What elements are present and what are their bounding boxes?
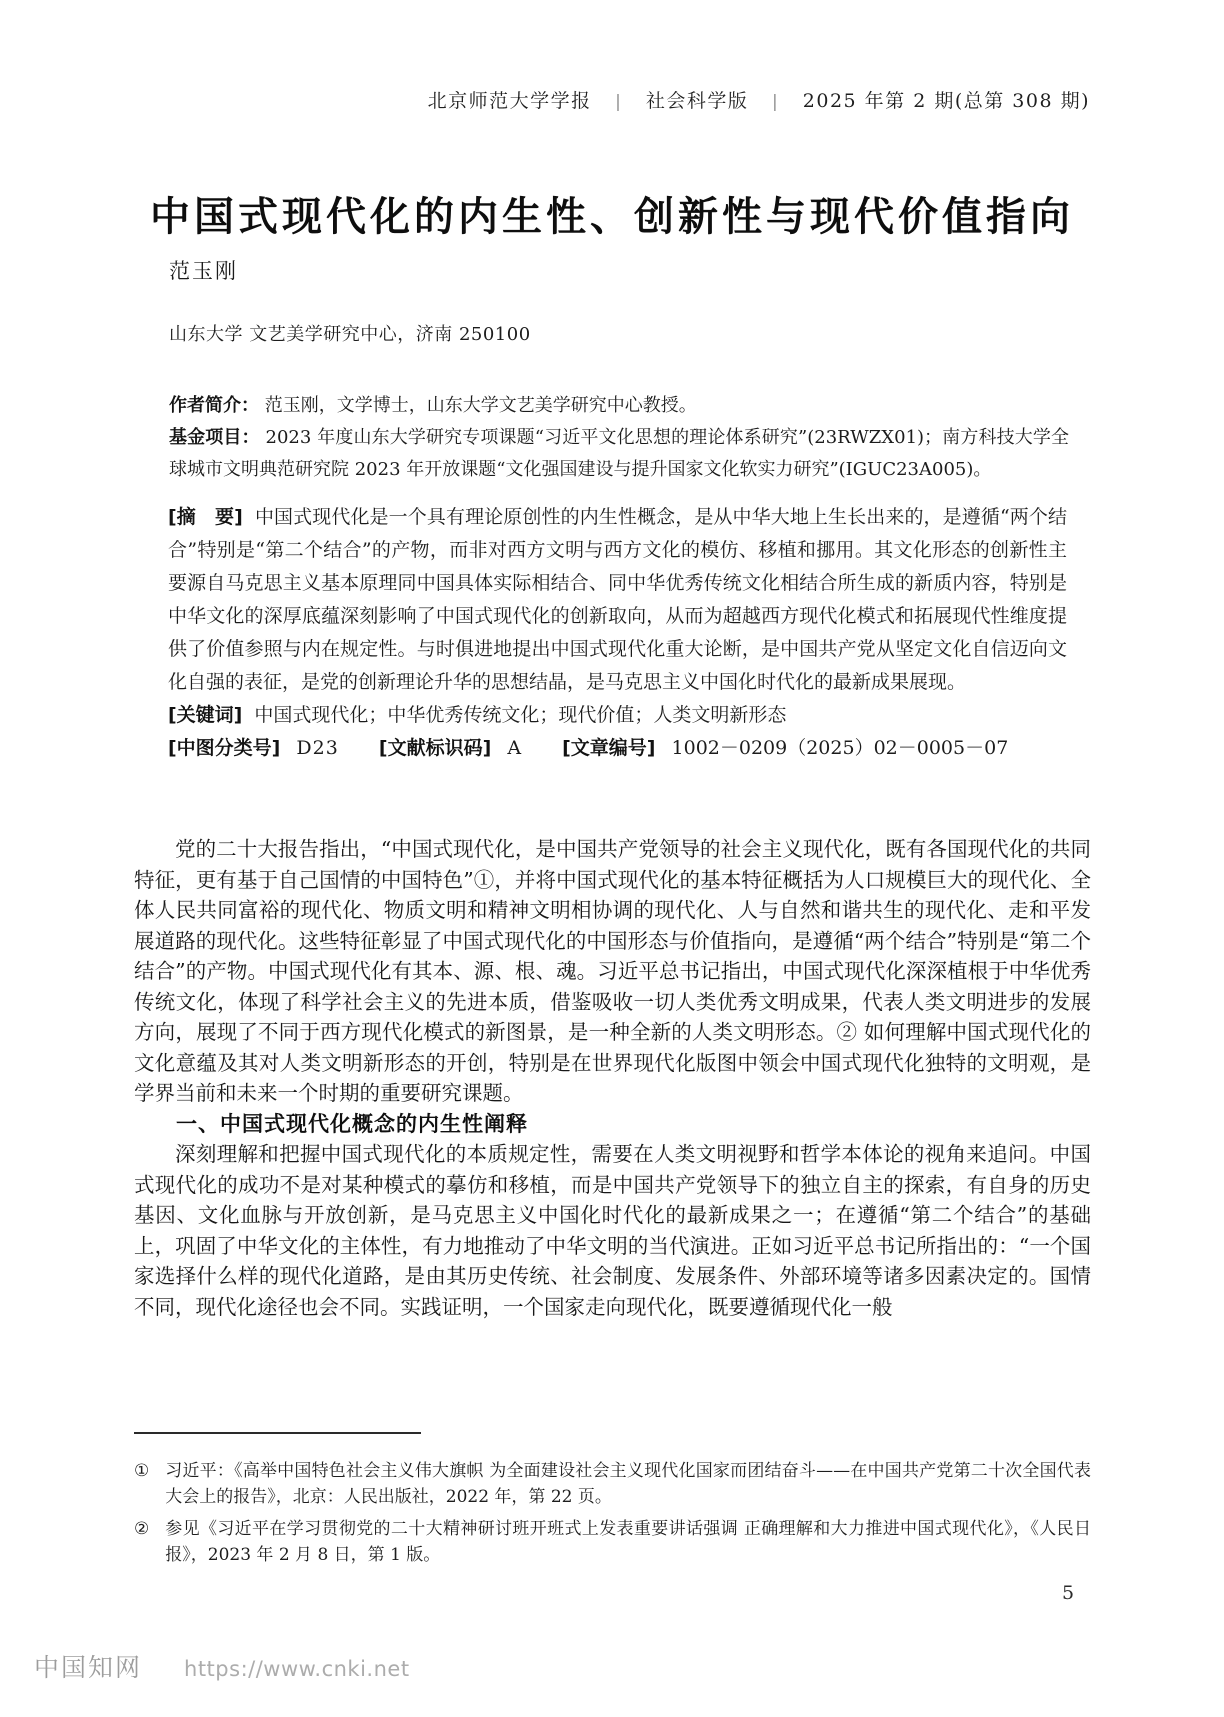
author-affiliation: 山东大学 文艺美学研究中心，济南 250100	[169, 324, 531, 345]
footnote-separator-rule	[134, 1432, 421, 1434]
doc-code-value: A	[507, 737, 523, 759]
body-paragraph-2: 深刻理解和把握中国式现代化的本质规定性，需要在人类文明视野和哲学本体论的视角来追问。中国式现代化的成功不是对某种模式的摹仿和移植，而是中国共产党领导下的独立自主的探索，有自身的历史基因、文化血脉与开放创新，是马克思主义中国化时代化的最新成果之一；在遵循“第二个结合”的基础上，巩固了中华文化的主体性，有力地推动了中华文明的当代演进。正如习近平总书记所指出的：“一个国家选择什么样的现代化道路，是由其历史传统、社会制度、发展条件、外部环境等诸多因素决定的。国情不同，现代化途径也会不同。实践证明，一个国家走向现代化，既要遵循现代化一般	[134, 1142, 1091, 1319]
footnote-marker: ②	[134, 1519, 150, 1539]
author-notes	[169, 390, 1069, 486]
body-paragraph-1: 党的二十大报告指出，“中国式现代化，是中国共产党领导的社会主义现代化，既有各国现代化的共同特征，更有基于自己国情的中国特色”①，并将中国式现代化的基本特征概括为人口规模巨大的现代化、全体人民共同富裕的现代化、物质文明和精神文明相协调的现代化、人与自然和谐共生的现代化、走和平发展道路的现代化。这些特征彰显了中国式现代化的中国形态与价值指向，是遵循“两个结合”特别是“第二个结合”的产物。中国式现代化有其本、源、根、魂。习近平总书记指出，中国式现代化深深植根于中华优秀传统文化，体现了科学社会主义的先进本质，借鉴吸收一切人类优秀文明成果，代表人类文明进步的发展方向，展现了不同于西方现代化模式的新图景，是一种全新的人类文明形态。② 如何理解中国式现代化的文化意蕴及其对人类文明新形态的开创，特别是在世界现代化版图中领会中国式现代化独特的文明观，是学界当前和未来一个时期的重要研究课题。	[134, 837, 1091, 1105]
article-body	[134, 834, 1091, 1322]
cnki-site-name: 中国知网	[34, 1653, 143, 1682]
article-no-label: [文章编号]	[562, 737, 656, 759]
footnote-item	[134, 1516, 1091, 1568]
funding-label: 基金项目：	[169, 427, 260, 448]
abstract-block	[168, 501, 1067, 765]
article-no-value: 1002－0209（2025）02－0005－07	[671, 737, 1009, 759]
footnote-marker: ①	[134, 1461, 150, 1481]
author-bio-text: 范玉刚，文学博士，山东大学文艺美学研究中心教授。	[264, 395, 697, 416]
author-bio-line	[169, 390, 1069, 422]
page-number: 5	[1062, 1582, 1075, 1604]
journal-issue: 2025 年第 2 期(总第 308 期)	[802, 90, 1090, 112]
funding-line	[169, 422, 1069, 486]
funding-text: 2023 年度山东大学研究专项课题“习近平文化思想的理论体系研究”(23RWZX01)；南方科技大学全球城市文明典范研究院 2023 年开放课题“文化强国建设与提升国家文化软实力研究”(IGUC23A005)。	[169, 427, 1069, 480]
header-separator: |	[771, 92, 780, 112]
header-separator: |	[615, 92, 623, 112]
journal-name: 北京师范大学学报	[427, 90, 592, 112]
author-bio-label: 作者简介：	[169, 395, 259, 416]
section-1-heading: 一、中国式现代化概念的内生性阐释	[176, 1111, 528, 1136]
cnki-site-url[interactable]: https://www.cnki.net	[184, 1657, 410, 1681]
journal-edition: 社会科学版	[645, 90, 749, 112]
keywords-line	[168, 699, 1067, 732]
abstract-paragraph	[168, 501, 1067, 699]
footnotes-block	[134, 1432, 1091, 1574]
abstract-label: [摘 要]	[168, 506, 243, 528]
footnote-text: 习近平：《高举中国特色社会主义伟大旗帜 为全面建设社会主义现代化国家而团结奋斗——在中国共产党第二十次全国代表大会上的报告》，北京：人民出版社，2022 年，第 22 页。	[165, 1461, 1091, 1507]
article-title: 中国式现代化的内生性、创新性与现代价值指向	[150, 192, 1074, 240]
doc-code-label: [文献标识码]	[378, 737, 492, 759]
keywords-text: 中国式现代化；中华优秀传统文化；现代价值；人类文明新形态	[254, 704, 787, 726]
footnote-text: 参见《习近平在学习贯彻党的二十大精神研讨班开班式上发表重要讲话强调 正确理解和大力推进中国式现代化》，《人民日报》，2023 年 2 月 8 日，第 1 版。	[165, 1519, 1091, 1565]
footnote-item	[134, 1458, 1091, 1510]
clc-label: [中图分类号]	[168, 737, 281, 759]
cnki-watermark	[34, 1648, 410, 1684]
author-name: 范玉刚	[169, 259, 238, 283]
classification-line	[168, 732, 1067, 765]
keywords-label: [关键词]	[168, 704, 243, 726]
journal-running-head	[428, 86, 1090, 113]
clc-value: D23	[296, 737, 339, 759]
abstract-text: 中国式现代化是一个具有理论原创性的内生性概念，是从中华大地上生长出来的，是遵循“两个结合”特别是“第二个结合”的产物，而非对西方文明与西方文化的模仿、移植和挪用。其文化形态的创新性主要源自马克思主义基本原理同中国具体实际相结合、同中华优秀传统文化相结合所生成的新质内容，特别是中华文化的深厚底蕴深刻影响了中国式现代化的创新取向，从而为超越西方现代化模式和拓展现代性维度提供了价值参照与内在规定性。与时俱进地提出中国式现代化重大论断，是中国共产党从坚定文化自信迈向文化自强的表征，是党的创新理论升华的思想结晶，是马克思主义中国化时代化的最新成果展现。	[168, 506, 1067, 693]
